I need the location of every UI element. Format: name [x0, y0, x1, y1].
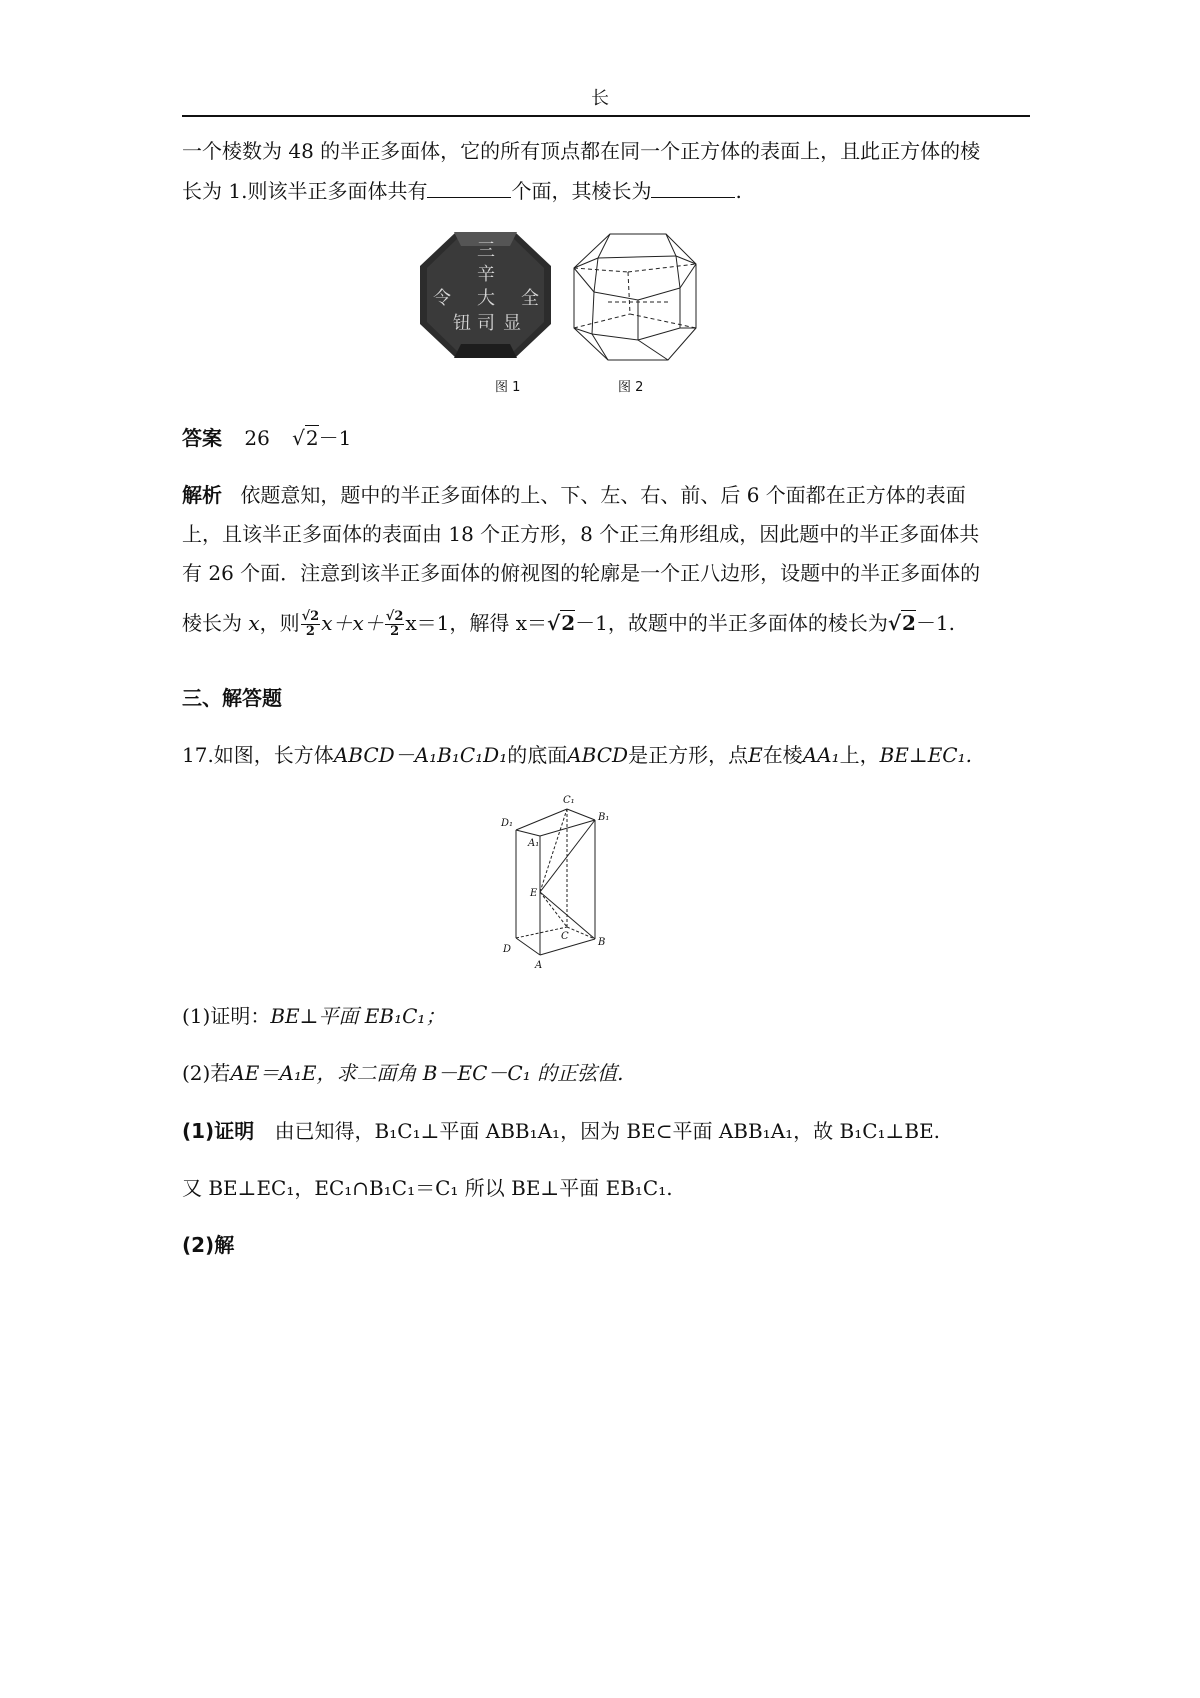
analysis-text: －1，故题中的半正多面体的棱长为 — [575, 611, 888, 635]
radicand: 2 — [902, 611, 916, 635]
seal-char: 全 — [521, 288, 539, 309]
page-header: 长 — [591, 88, 609, 109]
seal-char: 司 — [477, 313, 495, 334]
question2-prefix: (2)若 — [182, 1061, 231, 1085]
problem16-line2-a: 长为 1.则该半正多面体共有 — [182, 179, 428, 203]
problem16-line2-b: 个面，其棱长为 — [511, 179, 652, 203]
section-title: 三、解答题 — [182, 686, 282, 710]
answer-value-tail: －1 — [318, 426, 352, 450]
fraction-denominator: 2 — [305, 624, 315, 639]
analysis-text: x＝1，解得 — [405, 611, 510, 635]
stem-math: E — [748, 743, 763, 767]
stem-text: 上， — [839, 743, 880, 767]
analysis-text: x＝ — [515, 611, 548, 635]
problem16-line1: 一个棱数为 48 的半正多面体，它的所有顶点都在同一个正方体的表面上，且此正方体的棱 — [182, 139, 981, 163]
header-rule — [182, 115, 1030, 117]
label-B1: B₁ — [598, 812, 610, 823]
polyhedron-graphic — [568, 230, 703, 365]
analysis-text: ，则 — [259, 611, 300, 635]
stem-text: 在棱 — [762, 743, 803, 767]
analysis-text: －1. — [915, 611, 956, 635]
analysis-line2: 上，且该半正多面体的表面由 18 个正方形，8 个正三角形组成，因此题中的半正多面体共 — [182, 522, 980, 546]
box-graphic — [495, 792, 625, 972]
label-C: C — [561, 931, 569, 942]
analysis-expr: x＋x＋ — [321, 611, 384, 635]
fraction-numerator: √2 — [301, 609, 320, 624]
question2-body: AE＝A₁E，求二面角 B－EC－C₁ 的正弦值. — [230, 1061, 624, 1085]
label-A: A — [535, 960, 543, 971]
figure2-polyhedron — [568, 230, 703, 365]
seal-char: 三 — [477, 240, 495, 261]
question2 — [182, 1059, 1030, 1087]
analysis-line3: 有 26 个面．注意到该半正多面体的俯视图的轮廓是一个正八边形，设题中的半正多面体的 — [182, 561, 981, 585]
seal-char: 钮 — [453, 313, 471, 334]
figure2-caption: 图 2 — [618, 380, 644, 395]
answer-blank-faces — [427, 179, 511, 198]
label-D1: D₁ — [501, 818, 514, 829]
var-x: x — [248, 611, 260, 635]
seal-char: 令 — [433, 288, 451, 309]
radicand: 2 — [561, 611, 576, 635]
question1-prefix: (1)证明： — [182, 1004, 271, 1028]
seal-graphic — [418, 230, 553, 360]
fraction — [301, 610, 321, 639]
proof1-text: 由已知得，B₁C₁⊥平面 ABB₁A₁，因为 BE⊂平面 ABB₁A₁，故 B₁C₁⊥BE. — [274, 1119, 941, 1143]
label-D: D — [503, 944, 512, 955]
question1 — [182, 1002, 1030, 1030]
problem16-line2-c: . — [735, 179, 742, 203]
analysis-label: 解析 — [182, 483, 222, 507]
seal-char: 大 — [477, 288, 495, 309]
figure1-seal — [418, 230, 553, 360]
stem-math: BE⊥EC₁. — [879, 743, 972, 767]
answer-line: 答案 26 √2－1 — [182, 426, 352, 450]
analysis-text: 棱长为 — [182, 611, 242, 635]
problem16-line2 — [182, 177, 1030, 205]
label-B: B — [598, 937, 606, 948]
proof1-line2: 又 BE⊥EC₁，EC₁∩B₁C₁＝C₁ 所以 BE⊥平面 EB₁C₁. — [182, 1176, 673, 1200]
seal-char: 显 — [503, 313, 521, 334]
label-E: E — [530, 888, 538, 899]
stem-text: 17.如图，长方体 — [182, 743, 334, 767]
fraction — [385, 610, 405, 639]
question1-body: BE⊥平面 EB₁C₁； — [270, 1004, 446, 1028]
label-C1: C₁ — [563, 795, 575, 806]
analysis-line1 — [182, 481, 1030, 509]
label-A1: A₁ — [528, 838, 540, 849]
answer-label: 答案 — [182, 426, 222, 450]
answer-value-root: 2 — [305, 426, 319, 450]
answer-value-faces: 26 — [244, 426, 270, 450]
analysis-line4: 棱长为 x，则 $\frac{√2}{2}$ x＋x＋ $\frac{√2}{2}$ x＝1，解得 x＝√2－1，故题中的半正多面体的棱长为√2－1. — [182, 609, 956, 639]
seal-char: 辛 — [477, 264, 495, 285]
figure1-caption: 图 1 — [495, 380, 521, 395]
proof1-line1 — [182, 1117, 1030, 1145]
solution2-label: (2)解 — [182, 1233, 235, 1257]
answer-blank-edge — [651, 179, 735, 198]
problem17-stem — [182, 741, 1030, 769]
stem-math: ABCD — [567, 743, 629, 767]
fraction-numerator: √2 — [385, 609, 404, 624]
analysis-text1: 依题意知，题中的半正多面体的上、下、左、右、前、后 6 个面都在正方体的表面 — [240, 483, 966, 507]
stem-text: 的底面 — [507, 743, 568, 767]
stem-math: ABCD－A₁B₁C₁D₁ — [333, 743, 508, 767]
fraction-denominator: 2 — [390, 624, 400, 639]
proof1-label: (1)证明 — [182, 1119, 255, 1143]
figure-box — [495, 792, 625, 972]
stem-text: 是正方形，点 — [628, 743, 749, 767]
stem-math: AA₁ — [802, 743, 840, 767]
